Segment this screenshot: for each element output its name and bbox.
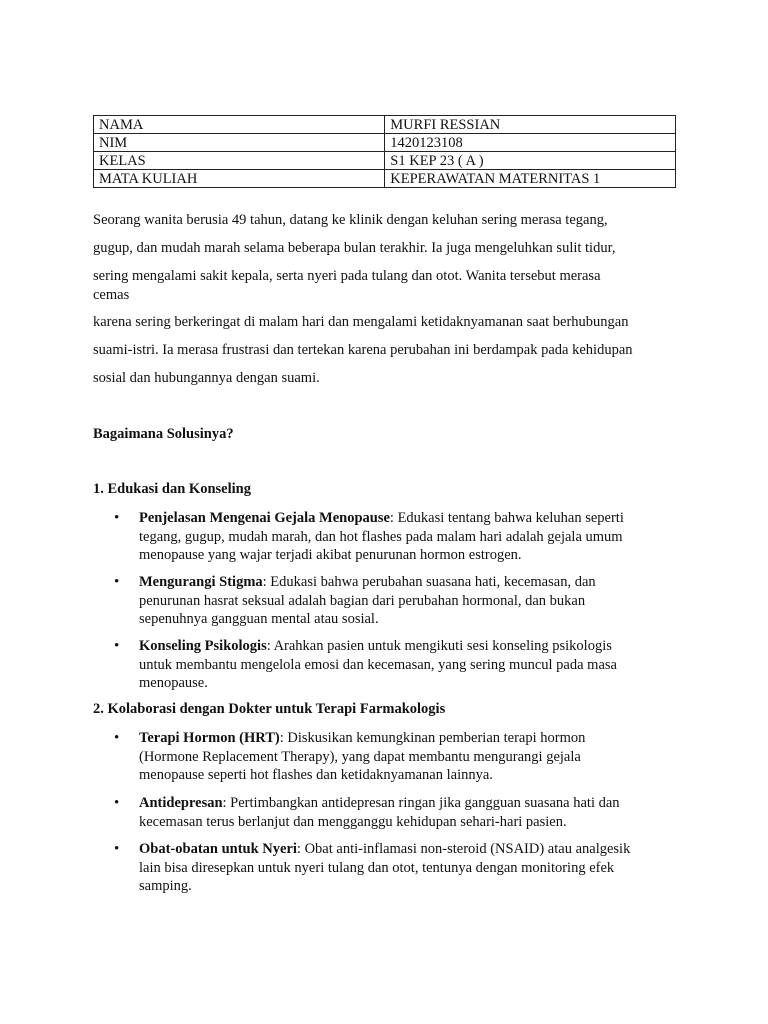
bullet-icon: • [114, 574, 120, 590]
case-line: suami-istri. Ia merasa frustrasi dan tertekan karena perubahan ini berdampak pada kehidupan [93, 342, 633, 358]
bullet-text: penurunan hasrat seksual adalah bagian dari perubahan hormonal, dan bukan [139, 592, 586, 609]
table-row [94, 116, 676, 134]
bullet-term: Obat-obatan untuk Nyeri [139, 841, 297, 857]
bullet-term: Mengurangi Stigma [139, 574, 263, 590]
bullet-icon: • [114, 730, 120, 746]
section-2-title: 2. Kolaborasi dengan Dokter untuk Terapi Farmakologis [93, 701, 446, 717]
table-label-cell: MATA KULIAH [94, 170, 385, 188]
identity-table [93, 115, 676, 188]
list-item [139, 794, 679, 831]
bullet-text: menopause seperti hot flashes dan ketidaknyamanan lainnya. [139, 767, 493, 783]
bullet-icon: • [114, 795, 120, 811]
bullet-text: (Hormone Replacement Therapy), yang dapat membantu mengurangi gejala [139, 748, 581, 765]
table-label-cell: NAMA [94, 116, 385, 134]
case-line: Seorang wanita berusia 49 tahun, datang ke klinik dengan keluhan sering merasa tegang, [93, 212, 608, 228]
bullet-text: : Obat anti-inflamasi non-steroid (NSAID) atau analgesik [296, 841, 631, 857]
bullet-term: Konseling Psikologis [139, 638, 267, 654]
question-heading: Bagaimana Solusinya? [93, 426, 234, 442]
table-label-cell: NIM [94, 134, 385, 152]
bullet-icon: • [114, 510, 120, 526]
table-label-cell: KELAS [94, 152, 385, 170]
bullet-text: : Pertimbangkan antidepresan ringan jika gangguan suasana hati dan [222, 795, 620, 811]
bullet-text: : Edukasi tentang bahwa keluhan seperti [389, 510, 624, 526]
bullet-icon: • [114, 841, 120, 857]
case-line: karena sering berkeringat di malam hari dan mengalami ketidaknyamanan saat berhubungan [93, 314, 629, 330]
table-value-cell: S1 KEP 23 ( A ) [385, 152, 676, 170]
bullet-text: samping. [139, 878, 192, 894]
table-row [94, 152, 676, 170]
list-item [139, 840, 679, 896]
bullet-text: menopause yang wajar terjadi akibat penurunan hormon estrogen. [139, 547, 522, 563]
list-item [139, 573, 679, 629]
bullet-text: : Edukasi bahwa perubahan suasana hati, kecemasan, dan [262, 574, 596, 590]
bullet-text: kecemasan terus berlanjut dan mengganggu kehidupan sehari-hari pasien. [139, 813, 567, 830]
bullet-text: : Arahkan pasien untuk mengikuti sesi konseling psikologis [266, 638, 612, 654]
bullet-text: sepenuhnya gangguan mental atau sosial. [139, 611, 379, 627]
case-line: cemas [93, 287, 130, 303]
bullet-text: tegang, gugup, mudah marah, dan hot flashes pada malam hari adalah gejala umum [139, 528, 623, 545]
table-value-cell: MURFI RESSIAN [385, 116, 676, 134]
list-item [139, 729, 679, 785]
bullet-term: Penjelasan Mengenai Gejala Menopause [139, 510, 390, 526]
bullet-term: Antidepresan [139, 795, 223, 811]
bullet-text: lain bisa diresepkan untuk nyeri tulang dan otot, tentunya dengan monitoring efek [139, 859, 615, 876]
case-line: sering mengalami sakit kepala, serta nyeri pada tulang dan otot. Wanita tersebut merasa [93, 268, 601, 284]
section-1-title: 1. Edukasi dan Konseling [93, 481, 251, 497]
table-row [94, 134, 676, 152]
case-line: gugup, dan mudah marah selama beberapa bulan terakhir. Ia juga mengeluhkan sulit tidur, [93, 240, 616, 256]
bullet-text: : Diskusikan kemungkinan pemberian terapi hormon [279, 730, 586, 746]
table-row [94, 170, 676, 188]
table-value-cell: 1420123108 [385, 134, 676, 152]
bullet-text: menopause. [139, 675, 208, 691]
list-item [139, 509, 679, 565]
bullet-text: untuk membantu mengelola emosi dan kecemasan, yang sering muncul pada masa [139, 656, 617, 673]
bullet-icon: • [114, 638, 120, 654]
case-line: sosial dan hubungannya dengan suami. [93, 370, 320, 386]
bullet-term: Terapi Hormon (HRT) [139, 730, 280, 746]
list-item [139, 637, 679, 693]
table-value-cell: KEPERAWATAN MATERNITAS 1 [385, 170, 676, 188]
